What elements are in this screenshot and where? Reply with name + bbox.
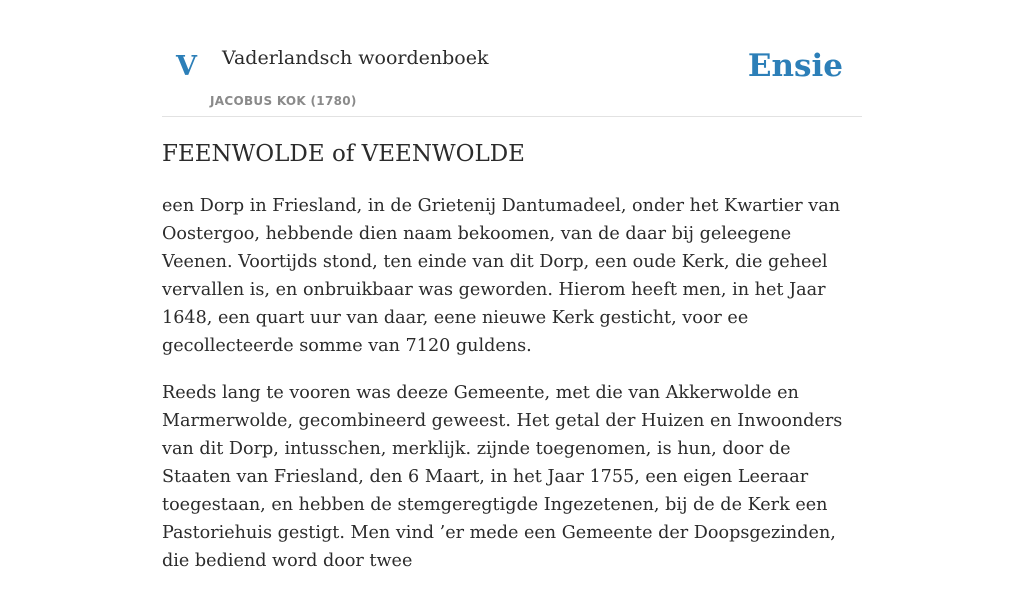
- entry-title: FEENWOLDE of VEENWOLDE: [162, 141, 525, 167]
- entry-body: [162, 192, 862, 594]
- entry-paragraph: een Dorp in Friesland, in de Grietenij Dantumadeel, onder het Kwartier van Oostergoo, hebbende dien naam bekoomen, van de daar bij geleegene Veenen. Voortijds stond, ten einde van dit Dorp, een oude Kerk, die geheel vervallen is, en onbruikbaar was geworden. Hierom heeft men, in het Jaar 1648, een quart uur van daar, eene nieuwe Kerk gesticht, voor ee gecollecteerde somme van 7120 guldens.: [162, 196, 841, 356]
- book-initial-badge[interactable]: V: [176, 51, 197, 82]
- book-title-link[interactable]: Vaderlandsch woordenboek: [222, 47, 489, 69]
- book-author: JACOBUS KOK (1780): [210, 94, 357, 108]
- entry-paragraph: Reeds lang te vooren was deeze Gemeente, met die van Akkerwolde en Marmerwolde, gecombineerd geweest. Het getal der Huizen en Inwoonders van dit Dorp, intusschen, merklijk. zijnde toegenomen, is hun, door de Staaten van Friesland, den 6 Maart, in het Jaar 1755, een eigen Leeraar toegestaan, en hebben de stemgeregtigde Ingezetenen, bij de de Kerk een Pastoriehuis gestigt. Men vind ’er mede een Gemeente der Doopsgezinden, die bediend word door twee: [162, 383, 843, 571]
- header: [162, 0, 862, 117]
- brand-logo[interactable]: Ensie: [747, 48, 843, 84]
